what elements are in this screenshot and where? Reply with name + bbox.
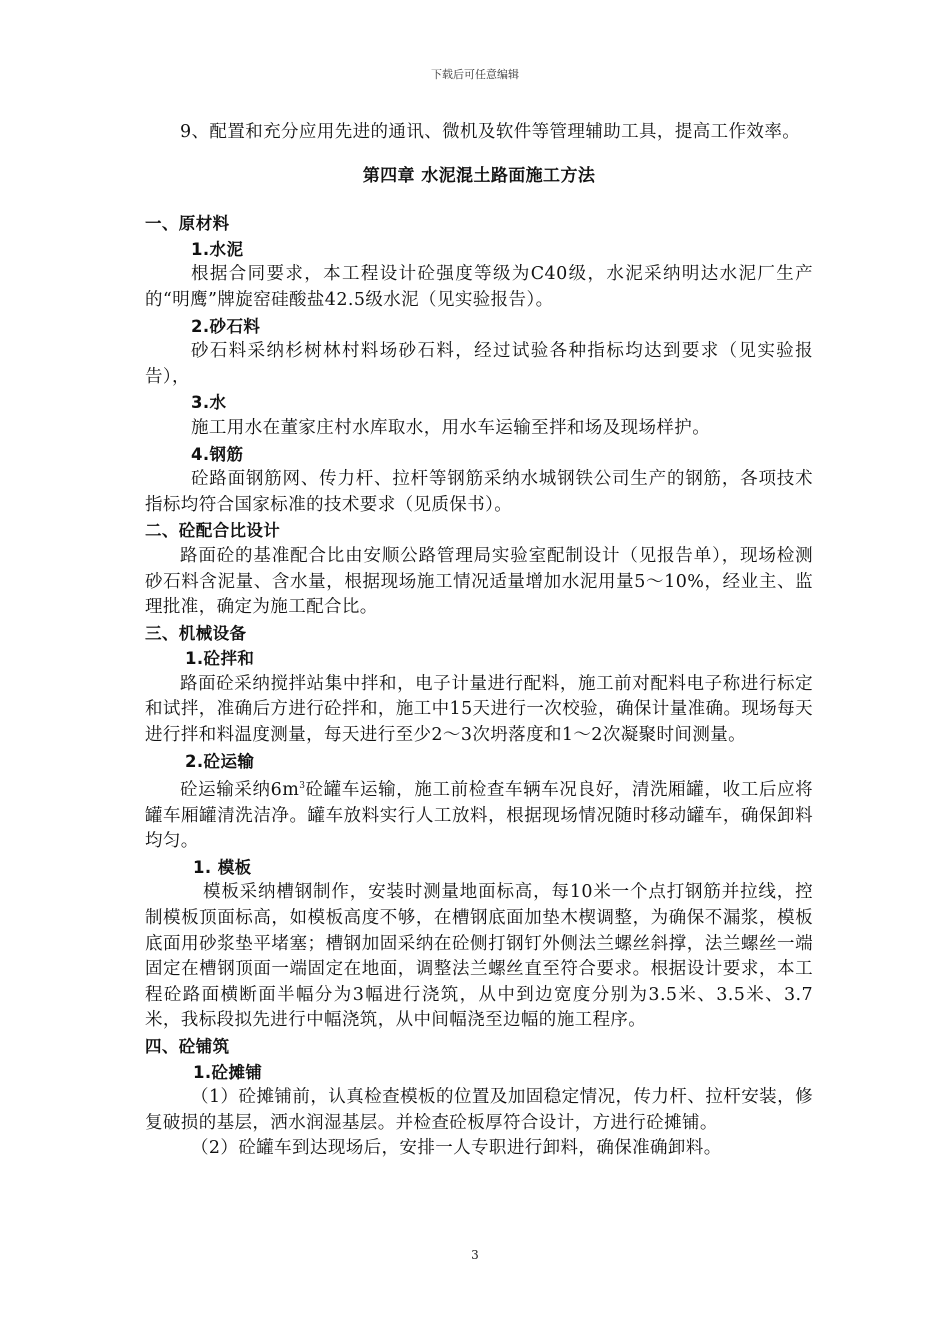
document-body [145,120,813,1162]
paragraph-transport-b: 砼罐车运输，施工前检查车辆车况良好，清洗厢罐，收工后应将罐车厢罐清洗洁净。罐车放料实行人工放料，根据现场情况随时移动罐车，确保卸料均匀。 [145,780,813,852]
paragraph-paving-2: （2）砼罐车到达现场后，安排一人专职进行卸料，确保准确卸料。 [191,1138,722,1159]
paragraph-water [145,416,813,442]
paragraph-mix-design: 路面砼的基准配合比由安顺公路管理局实验室配制设计（见报告单），现场检测砂石料含泥量、含水量，根据现场施工情况适量增加水泥用量5～10%，经业主、监理批准，确定为施工配合比。 [145,545,813,618]
paragraph-intro: 9、配置和充分应用先进的通讯、微机及软件等管理辅助工具，提高工作效率。 [180,122,801,142]
section-heading-1: 一、原材料 [145,214,230,234]
subsection-heading-transport: 2.砼运输 [185,751,255,771]
paragraph-cement [145,262,813,313]
page-header: 下载后可任意编辑 [431,68,519,81]
subsection-heading-rebar: 4.钢筋 [191,444,244,464]
paragraph-aggregate-text: 砂石料采纳杉树林村料场砂石料，经过试验各种指标均达到要求（见实验报告）， [145,341,813,387]
section-heading-3: 三、机械设备 [145,623,247,643]
chapter-title: 第四章 水泥混土路面施工方法 [362,165,596,186]
paragraph-rebar-text: 砼路面钢筋网、传力杆、拉杆等钢筋采纳水城钢铁公司生产的钢筋，各项技术指标均符合国家标准的技术要求（见质保书）。 [145,469,813,515]
paragraph-mixing: 路面砼采纳搅拌站集中拌和，电子计量进行配料，施工前对配料电子称进行标定和试拌，准确后方进行砼拌和，施工中15天进行一次校验，确保计量准确。现场每天进行拌和料温度测量，每天进行至少2～3次坍落度和1～2次凝聚时间测量。 [145,673,813,746]
paragraph-formwork: 模板采纳槽钢制作，安装时测量地面标高，每10米一个点打钢筋并拉线，控制模板顶面标高，如模板高度不够，在槽钢底面加垫木楔调整，为确保不漏浆，模板底面用砂浆垫平堵塞；槽钢加固采纳在砼侧打钢钉外侧法兰螺丝斜撑，法兰螺丝一端固定在槽钢顶面一端固定在地面，调整法兰螺丝直至符合要求。根据设计要求，本工程砼路面横断面半幅分为3幅进行浇筑，从中到边宽度分别为3.5米、3.5米、3.7米，我标段拟先进行中幅浇筑，从中间幅浇至边幅的施工程序。 [145,882,813,1031]
paragraph-transport [145,774,813,855]
paragraph-paving-1: （1）砼摊铺前，认真检查模板的位置及加固稳定情况，传力杆、拉杆安装，修复破损的基层，洒水润湿基层。并检查砼板厚符合设计，方进行砼摊铺。 [145,1087,813,1133]
section-heading-4: 四、砼铺筑 [145,1037,230,1057]
subsection-heading-paving: 1.砼摊铺 [193,1062,263,1082]
page-number: 3 [471,1248,479,1262]
paragraph-cement-text: 根据合同要求，本工程设计砼强度等级为C40级，水泥采纳明达水泥厂生产的“明鹰”牌旋窑硅酸盐42.5级水泥（见实验报告）。 [145,264,813,310]
subsection-heading-water: 3.水 [191,393,227,413]
superscript-3: 3 [299,781,306,792]
section-heading-2: 二、砼配合比设计 [145,521,281,541]
paragraph-rebar [145,467,813,518]
subsection-heading-formwork: 1. 模板 [193,857,252,877]
subsection-heading-aggregate: 2.砂石料 [191,316,261,336]
subsection-heading-mixing: 1.砼拌和 [185,649,255,669]
paragraph-water-text: 施工用水在董家庄村水库取水，用水车运输至拌和场及现场样护。 [191,417,711,438]
subsection-heading-cement: 1.水泥 [191,239,244,259]
paragraph-transport-a: 砼运输采纳6m [180,780,300,801]
paragraph-aggregate [145,339,813,390]
